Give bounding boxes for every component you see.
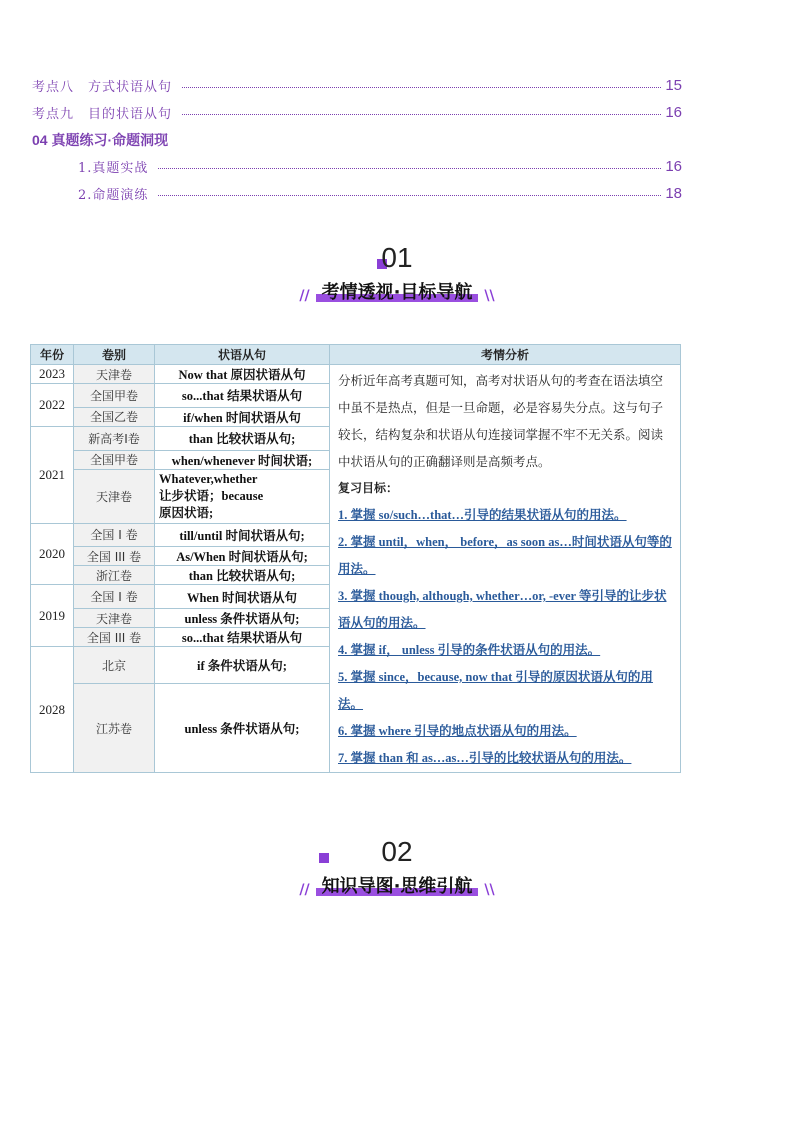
- exam-analysis-table: [30, 344, 681, 773]
- clause-cell: if 条件状语从句;: [155, 647, 330, 684]
- goal-item: 3. 掌握 though, although, whether…or, -ever 等引导的让步状语从句的用法。: [338, 589, 667, 630]
- clause-line: 原因状语;: [159, 505, 214, 520]
- table-header-row: [31, 345, 681, 365]
- clause-cell: till/until 时间状语从句;: [155, 523, 330, 547]
- paper-cell: 天津卷: [74, 609, 155, 628]
- goal-item: 7. 掌握 than 和 as…as…引导的比较状语从句的用法。: [338, 751, 632, 765]
- goal-item: 2. 掌握 until，when， before，as soon as…时间状语从句等的用法。: [338, 535, 672, 576]
- slash-decor-left: //: [299, 882, 310, 898]
- toc-page-number: 16: [665, 158, 682, 175]
- analysis-text: 分析近年高考真题可知，高考对状语从句的考查在语法填空中虽不是热点，但是一旦命题，必是容易失分点。这与句子较长，结构复杂和状语从句连接词掌握不牢不无关系。阅读中状语从句的正确翻译则是高频考点。: [338, 373, 664, 469]
- clause-cell: unless 条件状语从句;: [155, 684, 330, 773]
- toc-item-label: 1.真题实战: [78, 161, 149, 176]
- toc-leader: [182, 87, 661, 88]
- clause-cell: than 比较状语从句;: [155, 566, 330, 585]
- toc-item-label: 考点九 目的状语从句: [32, 107, 173, 122]
- toc-page-number: 18: [665, 185, 682, 202]
- paper-cell: 全国甲卷: [74, 450, 155, 469]
- year-cell: 2019: [31, 585, 74, 647]
- clause-cell: if/when 时间状语从句: [155, 407, 330, 426]
- toc-item-8[interactable]: [32, 72, 682, 99]
- clause-cell: unless 条件状语从句;: [155, 609, 330, 628]
- section-number: 01: [0, 242, 794, 274]
- clause-cell: When 时间状语从句: [155, 585, 330, 609]
- goals-heading: 复习目标：: [338, 481, 399, 495]
- toc-page-number: 15: [665, 77, 682, 94]
- clause-cell: so...that 结果状语从句: [155, 628, 330, 647]
- accent-square: [319, 853, 329, 863]
- toc-item-label: 2.命题演练: [78, 188, 149, 203]
- clause-cell: As/When 时间状语从句;: [155, 547, 330, 566]
- year-cell: 2022: [31, 384, 74, 427]
- table-of-contents: [32, 72, 682, 207]
- header-clause: 状语从句: [155, 345, 330, 365]
- section-title: 考情透视·目标导航: [316, 278, 479, 304]
- paper-cell: 北京: [74, 647, 155, 684]
- paper-cell: 全国 III 卷: [74, 628, 155, 647]
- toc-sub-item-1[interactable]: [32, 153, 682, 180]
- toc-section-04[interactable]: 04 真题练习·命题洞现: [32, 131, 169, 148]
- section-01-header: [0, 242, 794, 304]
- paper-cell: 全国 III 卷: [74, 547, 155, 566]
- paper-cell: 江苏卷: [74, 684, 155, 773]
- clause-cell: than 比较状语从句;: [155, 426, 330, 450]
- header-paper: 卷别: [74, 345, 155, 365]
- toc-item-9[interactable]: [32, 99, 682, 126]
- toc-sub-item-2[interactable]: [32, 180, 682, 207]
- goal-item: 4. 掌握 if， unless 引导的条件状语从句的用法。: [338, 643, 601, 657]
- section-number: 02: [0, 836, 794, 868]
- paper-cell: 全国 I 卷: [74, 523, 155, 547]
- header-year: 年份: [31, 345, 74, 365]
- year-cell: 2023: [31, 365, 74, 384]
- clause-cell: so...that 结果状语从句: [155, 384, 330, 408]
- clause-line: 让步状语；because: [159, 488, 264, 503]
- analysis-cell: [330, 365, 681, 773]
- slash-decor-right: \\: [484, 288, 495, 304]
- paper-cell: 全国 I 卷: [74, 585, 155, 609]
- section-title: 知识导图·思维引航: [316, 872, 479, 898]
- paper-cell: 浙江卷: [74, 566, 155, 585]
- table-row: [31, 365, 681, 384]
- year-cell: 2020: [31, 523, 74, 585]
- toc-leader: [158, 168, 661, 169]
- clause-cell: [155, 469, 330, 523]
- paper-cell: 新高考I卷: [74, 426, 155, 450]
- paper-cell: 全国乙卷: [74, 407, 155, 426]
- year-cell: 2028: [31, 647, 74, 773]
- toc-leader: [158, 195, 661, 196]
- goal-item: 6. 掌握 where 引导的地点状语从句的用法。: [338, 724, 577, 738]
- slash-decor-left: //: [299, 288, 310, 304]
- paper-cell: 天津卷: [74, 469, 155, 523]
- clause-line: Whatever,whether: [159, 471, 258, 486]
- paper-cell: 全国甲卷: [74, 384, 155, 408]
- slash-decor-right: \\: [484, 882, 495, 898]
- clause-cell: Now that 原因状语从句: [155, 365, 330, 384]
- toc-leader: [182, 114, 661, 115]
- year-cell: 2021: [31, 426, 74, 523]
- header-analysis: 考情分析: [330, 345, 681, 365]
- clause-cell: when/whenever 时间状语;: [155, 450, 330, 469]
- toc-page-number: 16: [665, 104, 682, 121]
- toc-item-label: 考点八 方式状语从句: [32, 80, 173, 95]
- goal-item: 1. 掌握 so/such…that…引导的结果状语从句的用法。: [338, 508, 627, 522]
- goal-item: 5. 掌握 since，because, now that 引导的原因状语从句的用法。: [338, 670, 653, 711]
- paper-cell: 天津卷: [74, 365, 155, 384]
- section-02-header: [0, 836, 794, 898]
